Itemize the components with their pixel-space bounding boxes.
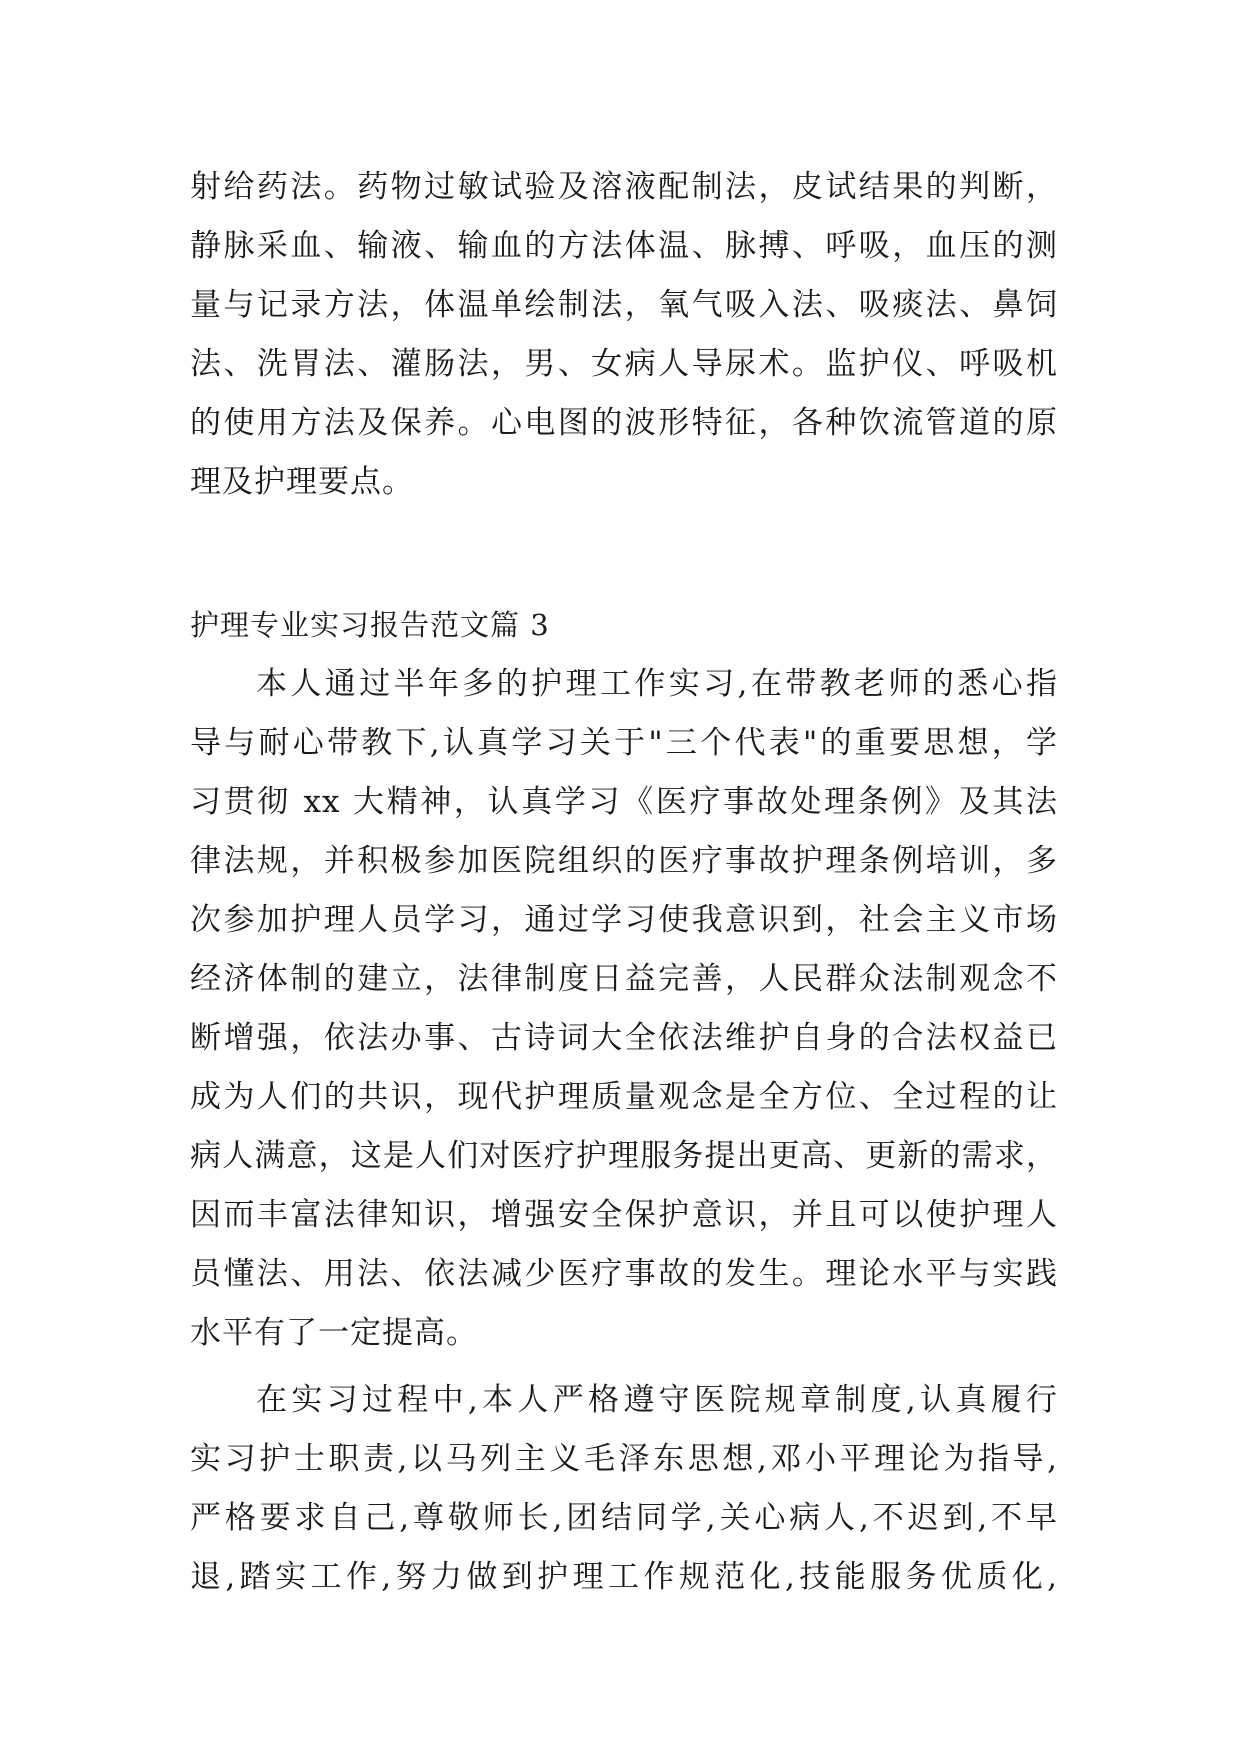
paragraph-line: 在实习过程中,本人严格遵守医院规章制度,认真履行: [256, 1382, 1058, 1418]
paragraph-line: 断增强，依法办事、古诗词大全依法维护自身的合法权益已: [190, 1020, 1058, 1056]
paragraph-line: 静脉采血、输液、输血的方法体温、脉搏、呼吸，血压的测: [190, 228, 1058, 264]
paragraph-line: 实习护士职责,以马列主义毛泽东思想,邓小平理论为指导,: [190, 1441, 1058, 1477]
paragraph-line: 导与耐心带教下,认真学习关于"三个代表"的重要思想，学: [190, 725, 1058, 761]
paragraph-line: 的使用方法及保养。心电图的波形特征，各种饮流管道的原: [190, 405, 1058, 441]
body-paragraph-2: [190, 1371, 1058, 1607]
paragraph-line: 射给药法。药物过敏试验及溶液配制法，皮试结果的判断，: [190, 169, 1058, 205]
paragraph-line: 病人满意，这是人们对医疗护理服务提出更高、更新的需求，: [190, 1138, 1058, 1174]
paragraph-line: 理及护理要点。: [190, 464, 414, 500]
paragraph-line: 经济体制的建立，法律制度日益完善，人民群众法制观念不: [190, 961, 1058, 997]
intro-paragraph: [190, 158, 1058, 512]
paragraph-line: 成为人们的共识，现代护理质量观念是全方位、全过程的让: [190, 1079, 1058, 1115]
paragraph-line: 严格要求自己,尊敬师长,团结同学,关心病人,不迟到,不早: [190, 1500, 1058, 1536]
paragraph-line: 员懂法、用法、依法减少医疗事故的发生。理论水平与实践: [190, 1256, 1058, 1292]
paragraph-line: 退,踏实工作,努力做到护理工作规范化,技能服务优质化,: [190, 1559, 1058, 1595]
paragraph-line: 本人通过半年多的护理工作实习,在带教老师的悉心指: [256, 666, 1058, 702]
document-page: [190, 158, 1058, 1607]
paragraph-line: 律法规，并积极参加医院组织的医疗事故护理条例培训，多: [190, 843, 1058, 879]
body-paragraph-1: [190, 655, 1058, 1363]
paragraph-line: 法、洗胃法、灌肠法，男、女病人导尿术。监护仪、呼吸机: [190, 346, 1058, 382]
paragraph-line: 水平有了一定提高。: [190, 1315, 478, 1351]
paragraph-line: 量与记录方法，体温单绘制法，氧气吸入法、吸痰法、鼻饲: [190, 287, 1058, 323]
paragraph-line: 次参加护理人员学习，通过学习使我意识到，社会主义市场: [190, 902, 1058, 938]
paragraph-line: 习贯彻 xx 大精神，认真学习《医疗事故处理条例》及其法: [190, 784, 1058, 820]
section-heading: 护理专业实习报告范文篇 3: [190, 608, 550, 642]
paragraph-line: 因而丰富法律知识，增强安全保护意识，并且可以使护理人: [190, 1197, 1058, 1233]
